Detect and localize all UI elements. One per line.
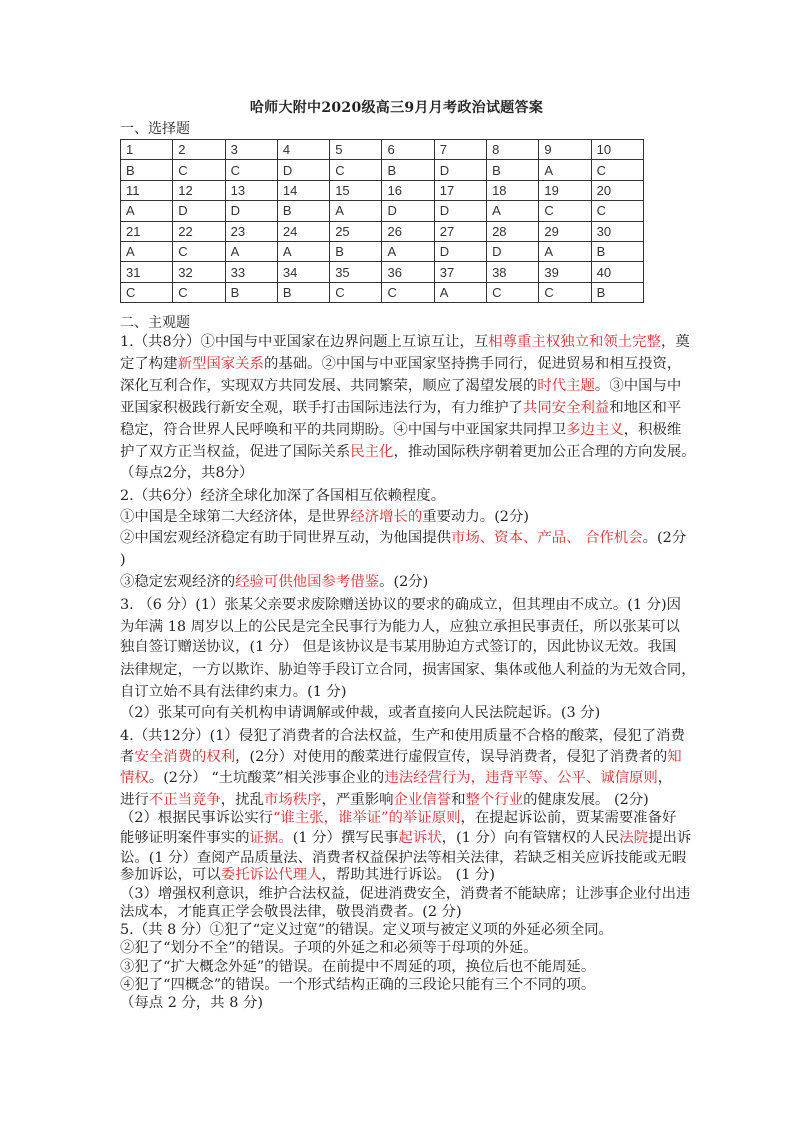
question-number-cell: 8 (487, 140, 539, 160)
answer-text: 和 (451, 792, 466, 808)
answer-text: ，积极维 (623, 422, 682, 438)
answer-text: ，扰乱 (220, 792, 264, 808)
question-number-cell: 32 (173, 262, 225, 282)
answer-cell: A (277, 241, 329, 261)
answer-text: 的基础。②中国与中亚国家坚持携手同行，促进贸易和相互投资， (263, 356, 682, 372)
answer-cell: C (173, 160, 225, 180)
answer-text: 5.（共 8 分）①犯了“定义过宽”的错误。定义项与被定义项的外延必须全同。 (120, 922, 613, 938)
answer-cell: C (225, 160, 277, 180)
answer-text: 进行 (120, 792, 149, 808)
question-number-row (121, 262, 644, 282)
answer-text: 2.（共6分）经济全球化加深了各国相互依赖程度。 (120, 488, 446, 504)
answer-cell: D (225, 201, 277, 221)
answer-cell: D (434, 201, 486, 221)
answer-line (120, 661, 696, 679)
question-number-cell: 11 (121, 180, 173, 200)
answer-cell: D (277, 160, 329, 180)
answer-text: 4.（共12分）(1）侵犯了消费者的合法权益，生产和使用质量不合格的酸菜，侵犯了消费 (120, 728, 685, 744)
answer-line (120, 958, 595, 976)
question-number-cell: 3 (225, 140, 277, 160)
key-point-text: 证据。 (249, 830, 293, 846)
answer-line (120, 573, 428, 591)
answer-text: 者 (120, 749, 135, 765)
question-number-cell: 2 (173, 140, 225, 160)
answer-text: 。③中国与中 (594, 378, 682, 394)
question-number-cell: 37 (434, 262, 486, 282)
answer-text: ②中国宏观经济稳定有助于同世界互动，为他国提供 (120, 530, 451, 546)
key-point-text: 相尊重主权独立和领土完整 (488, 334, 661, 350)
key-point-text: 共同安全利益 (522, 400, 610, 416)
answer-line (120, 704, 600, 722)
answer-cell: C (487, 282, 539, 302)
answer-text: ，(1 分）向有管辖权的人民 (441, 830, 620, 846)
key-point-text: 不正当竞争 (148, 792, 221, 808)
key-point-text: “谁主张，谁举证”的举证原则 (273, 810, 461, 826)
answer-line (120, 355, 681, 373)
answer-text: 讼。(1 分）查阅产品质量法、消费者权益保护法等相关法律，若缺乏相关应诉技能或无暇 (120, 850, 687, 866)
question-number-row (121, 221, 644, 241)
question-number-cell: 35 (330, 262, 382, 282)
key-point-text: 情权 (120, 770, 149, 786)
answer-table (120, 139, 644, 303)
answer-line (120, 939, 538, 957)
question-number-cell: 36 (382, 262, 434, 282)
question-number-cell: 1 (121, 140, 173, 160)
document-title: 哈师大附中2020级高三9月月考政治试题答案 (249, 100, 544, 116)
question-number-cell: 9 (539, 140, 591, 160)
answer-text: ，在提起诉讼前，贾某需要准备好 (460, 810, 677, 826)
question-number-cell: 12 (173, 180, 225, 200)
answer-line (120, 596, 681, 614)
answer-line (120, 443, 696, 461)
answer-text: ， (657, 770, 673, 786)
answer-text: （3）增强权利意识，维护合法权益，促进消费安全，消费者不能缺席；让涉事企业付出违 (120, 886, 691, 902)
answer-cell: B (591, 282, 643, 302)
answer-cell: B (382, 160, 434, 180)
answer-line (120, 849, 686, 867)
answer-text: 的健康发展。 (2分) (523, 792, 649, 808)
answer-line (120, 551, 126, 569)
question-number-cell: 39 (539, 262, 591, 282)
answer-line (120, 903, 462, 921)
answer-cell: C (173, 241, 225, 261)
question-number-cell: 14 (277, 180, 329, 200)
answer-cell: C (382, 282, 434, 302)
answer-cell: C (330, 160, 382, 180)
answer-line (120, 529, 686, 547)
answer-cell: A (382, 241, 434, 261)
question-number-cell: 34 (277, 262, 329, 282)
question-number-cell: 4 (277, 140, 329, 160)
answer-line (120, 809, 676, 827)
answer-line (120, 377, 681, 395)
key-point-text: 时代主题 (537, 378, 595, 394)
question-number-row (121, 140, 644, 160)
answer-text: 。(2分) (379, 574, 429, 590)
answer-line (120, 508, 529, 526)
question-number-cell: 29 (539, 221, 591, 241)
question-number-cell: 19 (539, 180, 591, 200)
answer-cell: B (277, 201, 329, 221)
answer-cell: A (225, 241, 277, 261)
answer-line (120, 748, 682, 766)
question-number-cell: 20 (591, 180, 643, 200)
answer-text: ③犯了“扩大概念外延”的错误。在前提中不周延的项，换位后也不能周延。 (120, 959, 596, 975)
answer-text: 。(2分 (642, 530, 687, 546)
answer-text: 独自签订赠送协议，(1 分） 但是该协议是韦某用胁迫方式签订的，因此协议无效。我国 (120, 639, 677, 655)
question-number-cell: 23 (225, 221, 277, 241)
answer-text: ①中国是全球第二大经济体，是世界 (120, 509, 351, 525)
answer-line (120, 333, 690, 351)
answer-line (120, 464, 253, 482)
question-number-cell: 33 (225, 262, 277, 282)
answer-cell: C (539, 282, 591, 302)
answer-line (120, 638, 676, 656)
question-number-cell: 40 (591, 262, 643, 282)
answer-text: 法成本，才能真正学会敬畏法律，敬畏消费者。(2 分) (120, 904, 462, 920)
answer-row (121, 201, 644, 221)
question-number-cell: 15 (330, 180, 382, 200)
question-number-cell: 22 (173, 221, 225, 241)
answer-row (121, 282, 644, 302)
answer-text: 亚国家积极践行新安全观，联手打击国际违法行为，有力维护了 (120, 400, 523, 416)
answer-text: 稳定，符合世界人民呼唤和平的共同期盼。④中国与中亚国家共同捍卫 (120, 422, 567, 438)
answer-text: （每点 2 分，共 8 分) (120, 995, 263, 1011)
key-point-text: 市场、资本、产品、 合作机会 (451, 530, 643, 546)
question-number-cell: 31 (121, 262, 173, 282)
answer-text: ，帮助其进行诉讼。 (1 分) (321, 867, 495, 883)
answer-cell: C (330, 282, 382, 302)
question-number-row (121, 180, 644, 200)
answer-text: ，推动国际秩序朝着更加公正合理的方向发展。 (393, 444, 696, 460)
answer-cell: A (539, 160, 591, 180)
answer-line (120, 769, 672, 787)
answer-text: ，严重影响 (321, 792, 394, 808)
answer-text: ，奠 (660, 334, 690, 350)
answer-line (120, 994, 263, 1012)
key-point-text: 安全消费的权利 (134, 749, 236, 765)
answer-cell: D (434, 241, 486, 261)
answer-text: 3. （6 分）(1）张某父亲要求废除赠送协议的要求的确成立，但其理由不成立。(1 分)因 (120, 597, 682, 613)
answer-text: 定了构建 (120, 356, 178, 372)
answer-line (120, 885, 690, 903)
answer-line (120, 866, 495, 884)
answer-cell: A (330, 201, 382, 221)
answer-line (120, 829, 691, 847)
section-heading-multiple-choice: 一、选择题 (120, 121, 190, 137)
question-number-cell: 27 (434, 221, 486, 241)
key-point-text: 违法经营行为，违背平等、公平、诚信原则 (384, 770, 658, 786)
answer-cell: A (121, 201, 173, 221)
key-point-text: 法院 (619, 830, 649, 846)
answer-cell: D (434, 160, 486, 180)
answer-text: 参加诉讼，可以 (120, 867, 221, 883)
answer-line (120, 727, 685, 745)
question-number-cell: 25 (330, 221, 382, 241)
answer-text: 提出诉 (648, 830, 692, 846)
answer-cell: D (173, 201, 225, 221)
answer-cell: C (591, 160, 643, 180)
answer-cell: B (591, 241, 643, 261)
answer-text: 和地区和平 (609, 400, 682, 416)
answer-text: 能够证明案件事实的 (120, 830, 250, 846)
answer-cell: A (539, 241, 591, 261)
key-point-text: 企业信誉 (393, 792, 452, 808)
answer-cell: C (591, 201, 643, 221)
answer-cell: C (173, 282, 225, 302)
answer-cell: A (487, 201, 539, 221)
answer-row (121, 160, 644, 180)
question-number-cell: 7 (434, 140, 486, 160)
answer-text: ②犯了“划分不全”的错误。子项的外延之和必须等于母项的外延。 (120, 940, 538, 956)
key-point-text: 经验可供他国参考借鉴 (235, 574, 380, 590)
question-number-cell: 6 (382, 140, 434, 160)
answer-text: 1.（共8分）①中国与中亚国家在边界问题上互谅互让，互 (120, 334, 489, 350)
answer-text: ，(2分）对使用的酸菜进行虚假宣传，误导消费者，侵犯了消费者的 (235, 749, 668, 765)
answer-cell: C (121, 282, 173, 302)
answer-cell: A (121, 241, 173, 261)
answer-text: 法律规定，一方以欺诈、胁迫等手段订立合同，损害国家、集体或他人利益的为无效合同， (120, 662, 696, 678)
question-number-cell: 16 (382, 180, 434, 200)
question-number-cell: 24 (277, 221, 329, 241)
question-number-cell: 21 (121, 221, 173, 241)
answer-text: ③稳定宏观经济的 (120, 574, 236, 590)
answer-cell: B (330, 241, 382, 261)
key-point-text: 民主化 (350, 444, 394, 460)
question-number-cell: 10 (591, 140, 643, 160)
answer-row (121, 241, 644, 261)
key-point-text: 经济增长的 (350, 509, 423, 525)
answer-text: 重要动力。(2分) (422, 509, 529, 525)
key-point-text: 市场秩序 (263, 792, 322, 808)
section-heading-subjective: 二、主观题 (120, 315, 190, 331)
question-number-cell: 28 (487, 221, 539, 241)
answer-text: （每点2分，共8分） (120, 465, 254, 481)
answer-cell: A (434, 282, 486, 302)
answer-cell: B (277, 282, 329, 302)
answer-text: 护了双方正当权益，促进了国际关系 (120, 444, 351, 460)
answer-cell: D (487, 241, 539, 261)
answer-line (120, 921, 613, 939)
answer-text: (1 分）撰写民事 (292, 830, 399, 846)
answer-line (120, 683, 346, 701)
question-number-cell: 17 (434, 180, 486, 200)
answer-line (120, 791, 649, 809)
answer-text: 。(2分） “土坑酸菜”相关涉事企业的 (148, 770, 385, 786)
answer-line (120, 421, 681, 439)
answer-text: 自订立始不具有法律约束力。(1 分) (120, 684, 347, 700)
key-point-text: 多边主义 (566, 422, 624, 438)
question-number-cell: 5 (330, 140, 382, 160)
answer-line (120, 976, 595, 994)
answer-line (120, 399, 681, 417)
question-number-cell: 26 (382, 221, 434, 241)
answer-line (120, 487, 445, 505)
key-point-text: 知 (667, 749, 682, 765)
key-point-text: 整个行业 (465, 792, 524, 808)
question-number-cell: 13 (225, 180, 277, 200)
answer-line (120, 618, 680, 636)
key-point-text: 委托诉讼代理人 (220, 867, 322, 883)
question-number-cell: 30 (591, 221, 643, 241)
answer-text: 为年满 18 周岁以上的公民是完全民事行为能力人，应独立承担民事责任，所以张某可以 (120, 619, 680, 635)
answer-cell: D (382, 201, 434, 221)
answer-cell: B (487, 160, 539, 180)
answer-text: 深化互利合作，实现双方共同发展、共同繁荣，顺应了渴望发展的 (120, 378, 538, 394)
question-number-cell: 38 (487, 262, 539, 282)
answer-text: ) (120, 552, 126, 568)
answer-text: ④犯了“四概念”的错误。一个形式结构正确的三段论只能有三个不同的项。 (120, 977, 596, 993)
question-number-cell: 18 (487, 180, 539, 200)
answer-text: （2）张某可向有关机构申请调解或仲裁，或者直接向人民法院起诉。(3 分) (120, 705, 601, 721)
key-point-text: 起诉状 (398, 830, 442, 846)
answer-cell: B (121, 160, 173, 180)
answer-cell: B (225, 282, 277, 302)
answer-cell: C (539, 201, 591, 221)
key-point-text: 新型国家关系 (177, 356, 264, 372)
answer-text: （2）根据民事诉讼实行 (120, 810, 274, 826)
